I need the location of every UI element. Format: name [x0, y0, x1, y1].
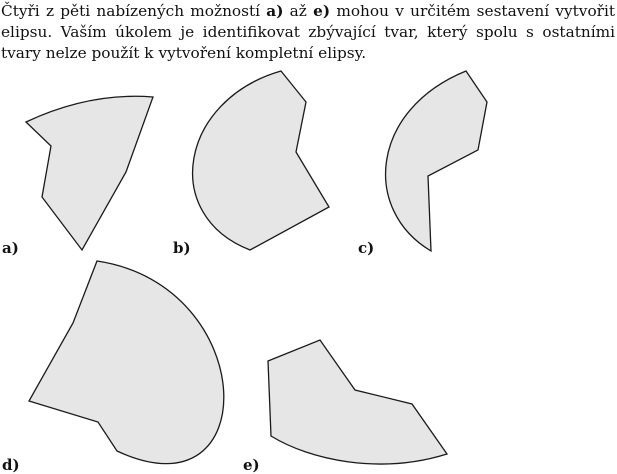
shape-e[interactable]	[268, 340, 447, 464]
label-a: a)	[2, 239, 19, 257]
label-d: d)	[2, 456, 20, 474]
question-part2: až	[283, 2, 314, 20]
option-ref-a: a)	[266, 2, 284, 20]
label-c: c)	[358, 239, 375, 257]
shape-b[interactable]	[193, 71, 329, 250]
label-e: e)	[243, 456, 260, 474]
shape-a[interactable]	[26, 96, 153, 250]
label-b: b)	[173, 239, 191, 257]
option-ref-e: e)	[313, 2, 331, 20]
shape-d[interactable]	[29, 261, 224, 464]
question-part1: Čtyři z pěti nabízených možností	[1, 2, 267, 20]
shape-c[interactable]	[386, 71, 487, 251]
question-part3: mohou v určitém sestavení vytvořit elipsu. Vaším úkolem je identifikovat zbývající tvar, který spolu s ostatními tvary nelze použít k vytvoření kompletní elipsy.	[1, 2, 616, 62]
